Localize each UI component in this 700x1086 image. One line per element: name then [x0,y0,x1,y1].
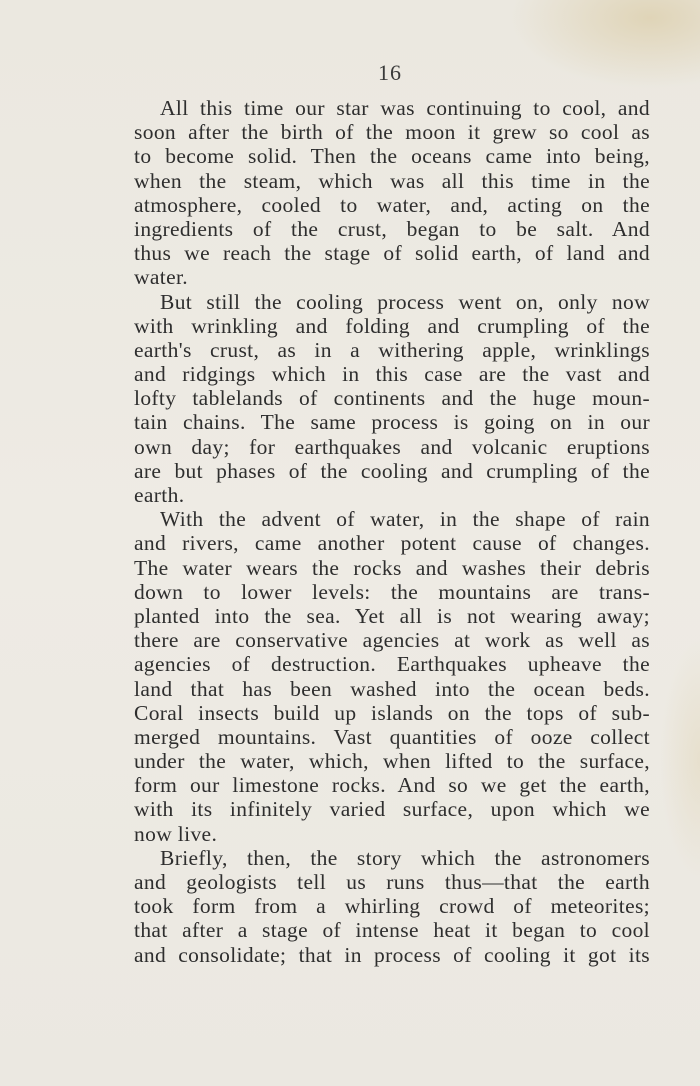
text-line: are but phases of the cooling and crumpling of the [134,458,650,483]
text-line: planted into the sea. Yet all is not wearing away; [134,603,650,628]
text-line: The water wears the rocks and washes their debris [134,555,650,580]
page-number: 16 [378,60,402,85]
text-line: and rivers, came another potent cause of changes. [134,531,650,556]
text-line: land that has been washed into the ocean beds. [134,676,650,701]
text-line: and ridgings which in this case are the vast and [134,362,650,387]
text-line: soon after the birth of the moon it grew so cool as [134,120,650,145]
text-line: All this time our star was continuing to cool, and [160,96,650,120]
text-line: down to lower levels: the mountains are trans- [134,579,650,604]
text-line: and consolidate; that in process of cooling it got its [134,942,650,967]
text-line: earth. [134,483,185,507]
text-line: With the advent of water, in the shape of rain [160,507,650,532]
body-text [134,96,650,967]
text-line: with wrinkling and folding and crumpling of the [134,313,650,338]
text-line: that after a stage of intense heat it began to cool [134,918,650,943]
text-line: Coral insects build up islands on the tops of sub- [134,700,650,725]
text-line: took form from a whirling crowd of meteorites; [134,894,650,919]
text-line: own day; for earthquakes and volcanic eruptions [134,434,650,459]
text-line: agencies of destruction. Earthquakes upheave the [134,652,650,677]
text-line: ingredients of the crust, began to be salt. And [134,216,650,241]
text-line: to become solid. Then the oceans came into being, [134,144,650,169]
paragraph [134,846,650,967]
text-line: atmosphere, cooled to water, and, acting on the [134,192,650,217]
text-line: tain chains. The same process is going on in our [134,410,650,435]
text-line: there are conservative agencies at work as well as [134,628,650,653]
paragraph [134,290,650,508]
text-line: form our limestone rocks. And so we get the earth, [134,773,650,798]
text-line: under the water, which, when lifted to the surface, [134,749,650,774]
text-line: merged mountains. Vast quantities of ooze collect [134,724,650,749]
text-line: when the steam, which was all this time in the [134,168,650,193]
paragraph [134,507,650,846]
text-line: and geologists tell us runs thus—that the earth [134,870,650,894]
text-line: Briefly, then, the story which the astronomers [160,845,650,870]
text-line: now live. [134,821,218,846]
text-line: lofty tablelands of continents and the huge moun- [134,386,650,411]
text-line: with its infinitely varied surface, upon which we [134,797,650,822]
text-line: But still the cooling process went on, only now [160,289,650,314]
text-line: thus we reach the stage of solid earth, of land and [134,241,650,266]
text-line: earth's crust, as in a withering apple, wrinklings [134,337,650,362]
paragraph [134,96,650,290]
text-line: water. [134,265,189,290]
